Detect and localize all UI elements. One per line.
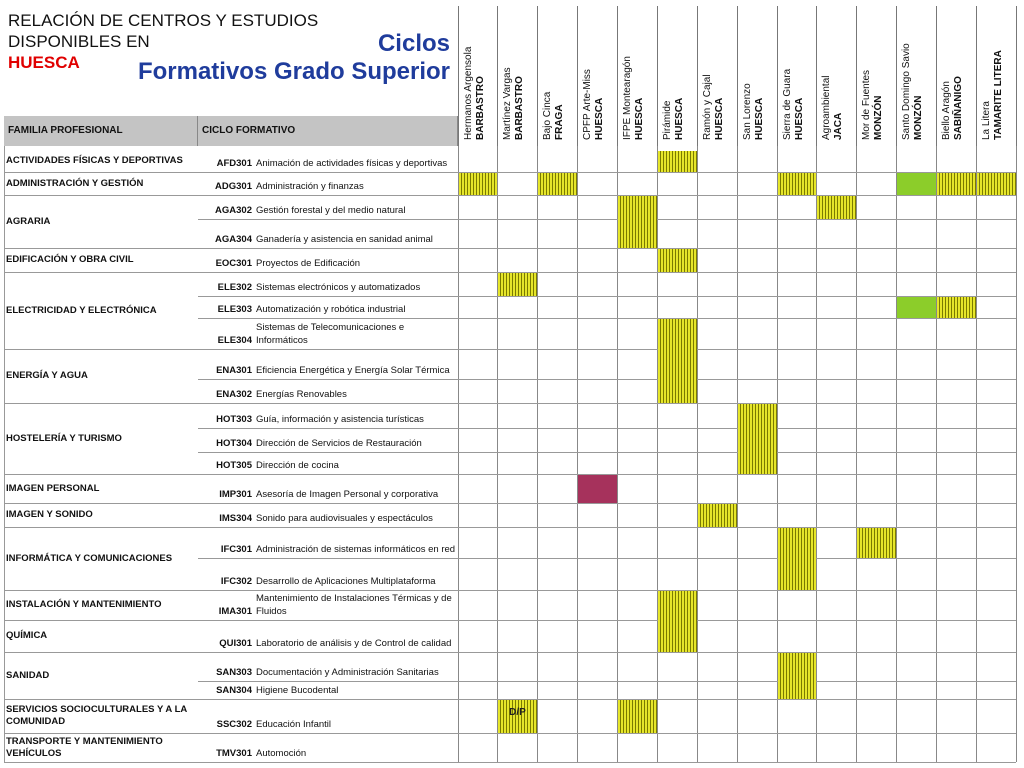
subtitle-line-1: Ciclos xyxy=(377,30,450,57)
family-label: ADMINISTRACIÓN Y GESTIÓN xyxy=(6,177,144,189)
family-label: TRANSPORTE Y MANTENIMIENTO VEHÍCULOS xyxy=(6,735,163,759)
cycle-code: SSC302 xyxy=(216,719,252,730)
table-left-border xyxy=(4,146,5,762)
center-offers-cycle-cell xyxy=(738,404,777,474)
center-header-0 xyxy=(458,6,498,146)
cycle-name: Guía, información y asistencia turísticas xyxy=(256,414,424,425)
center-label xyxy=(981,50,1005,140)
family-label: IMAGEN Y SONIDO xyxy=(6,509,93,520)
center-city: HUESCA xyxy=(634,97,645,140)
center-city: MONZÓN xyxy=(873,95,884,140)
grid-vline xyxy=(497,146,498,762)
cycle-code: EOC301 xyxy=(215,258,252,269)
center-city: HUESCA xyxy=(754,97,765,140)
dp-label: D/P xyxy=(509,707,526,718)
cycle-code: TMV301 xyxy=(216,748,252,759)
center-name: San Lorenzo xyxy=(742,83,753,140)
center-label xyxy=(662,98,686,140)
center-city: TAMARITE LITERA xyxy=(993,50,1004,140)
center-offers-cycle-cell xyxy=(897,297,936,318)
center-name: Ramón y Cajal xyxy=(702,74,713,140)
cycle-code: HOT305 xyxy=(216,460,252,471)
center-offers-cycle-cell xyxy=(658,249,697,272)
cycle-name: Desarrollo de Aplicaciones Multiplataforma xyxy=(256,576,436,587)
family-label: IMAGEN PERSONAL xyxy=(6,482,100,494)
family-label: HOSTELERÍA Y TURISMO xyxy=(6,432,122,444)
cycle-code: HOT304 xyxy=(216,438,252,449)
center-label xyxy=(582,69,606,140)
center-header-4 xyxy=(617,6,658,146)
cycle-name: Asesoría de Imagen Personal y corporativa xyxy=(256,489,439,500)
center-offers-cycle-cell xyxy=(698,504,737,527)
grid-vline xyxy=(856,146,857,762)
grid-vline xyxy=(458,146,459,762)
cycle-name: Higiene Bucodental xyxy=(256,685,339,696)
cycle-name: Sistemas electrónicos y automatizados xyxy=(256,282,421,293)
grid-vline xyxy=(577,146,578,762)
center-offers-cycle-cell xyxy=(897,173,936,195)
grid-vline xyxy=(537,146,538,762)
cycle-code: IFC301 xyxy=(220,544,252,555)
cycle-name: Dirección de cocina xyxy=(256,460,339,471)
cycle-name: Dirección de Servicios de Restauración xyxy=(256,438,422,449)
center-label xyxy=(702,74,726,140)
center-name: Agroambiental xyxy=(821,75,832,140)
cycle-name: Animación de actividades físicas y deportivas xyxy=(256,158,448,169)
family-label: INFORMÁTICA Y COMUNICACIONES xyxy=(6,552,173,564)
center-offers-cycle-cell xyxy=(578,475,617,503)
grid-vline xyxy=(816,146,817,762)
center-name: Pirámide xyxy=(662,100,673,140)
center-city: HUESCA xyxy=(714,97,725,140)
center-label xyxy=(463,47,487,140)
cycle-name: Educación Infantil xyxy=(256,719,331,730)
cycle-name: Sonido para audiovisuales y espectáculos xyxy=(256,513,433,524)
center-header-10 xyxy=(856,6,897,146)
center-city: FRAGA xyxy=(554,104,565,140)
family-label: SANIDAD xyxy=(6,669,50,681)
cycle-code: ADG301 xyxy=(215,181,252,192)
center-offers-cycle-cell xyxy=(498,700,537,733)
center-offers-cycle-cell xyxy=(618,196,657,248)
family-label: INSTALACIÓN Y MANTENIMIENTO xyxy=(6,599,162,610)
grid-vline xyxy=(697,146,698,762)
cycle-name: Proyectos de Edificación xyxy=(256,258,361,269)
center-offers-cycle-cell xyxy=(817,196,856,219)
family-label: AGRARIA xyxy=(6,215,51,227)
cycle-name: Gestión forestal y del medio natural xyxy=(256,205,406,216)
center-header-3 xyxy=(577,6,618,146)
center-city: HUESCA xyxy=(674,97,685,140)
center-header-7 xyxy=(737,6,778,146)
cycle-name: Ganadería y asistencia en sanidad animal xyxy=(256,234,433,245)
family-label: QUÍMICA xyxy=(6,630,48,641)
center-offers-cycle-cell xyxy=(977,173,1016,195)
cycle-name: Documentación y Administración Sanitarias xyxy=(256,667,439,678)
province-label: HUESCA xyxy=(8,53,80,72)
center-offers-cycle-cell xyxy=(937,297,976,318)
center-offers-cycle-cell xyxy=(658,591,697,652)
center-offers-cycle-cell xyxy=(937,173,976,195)
center-name: Martínez Vargas xyxy=(502,67,513,140)
cycle-code: HOT303 xyxy=(216,414,252,425)
document-subtitle xyxy=(138,30,450,86)
center-label xyxy=(782,69,806,140)
center-label xyxy=(542,92,566,140)
center-offers-cycle-cell xyxy=(778,173,816,195)
center-label xyxy=(821,76,845,140)
center-name: La Litera xyxy=(981,101,992,140)
subtitle-line-2: Formativos Grado Superior xyxy=(137,58,450,85)
cycle-name: Automoción xyxy=(256,748,307,759)
center-name: Hermanos Argensola xyxy=(463,46,474,140)
center-city: MONZÓN xyxy=(913,95,924,140)
cycle-code: SAN303 xyxy=(216,667,252,678)
center-header-1 xyxy=(497,6,538,146)
center-city: SABIÑANIGO xyxy=(953,76,964,140)
cycle-code: IMA301 xyxy=(218,606,252,617)
center-offers-cycle-cell xyxy=(778,653,816,699)
cycle-code: QUI301 xyxy=(219,638,252,649)
cycle-code: ELE302 xyxy=(217,282,252,293)
family-label: SERVICIOS SOCIOCULTURALES Y A LA COMUNIDAD xyxy=(6,704,187,727)
cycle-name: Energías Renovables xyxy=(256,389,347,400)
family-label: EDIFICACIÓN Y OBRA CIVIL xyxy=(6,254,134,265)
family-label: ACTIVIDADES FÍSICAS Y DEPORTIVAS xyxy=(6,155,183,166)
center-name: CPFP Arte-Miss xyxy=(582,69,593,140)
header-familia: FAMILIA PROFESIONAL xyxy=(4,116,198,146)
center-header-13 xyxy=(976,6,1017,146)
cycle-code: ENA302 xyxy=(216,389,252,400)
cycle-code: AGA302 xyxy=(215,205,252,216)
center-name: Sierra de Guara xyxy=(782,68,793,140)
center-label xyxy=(901,43,925,140)
center-header-12 xyxy=(936,6,977,146)
center-city: BARBASTRO xyxy=(475,76,486,140)
center-name: Biello Aragón xyxy=(941,81,952,140)
center-city: HUESCA xyxy=(794,97,805,140)
center-label xyxy=(742,83,766,140)
cycle-name: Administración de sistemas informáticos en red xyxy=(256,544,456,555)
center-offers-cycle-cell xyxy=(538,173,577,195)
center-offers-cycle-cell xyxy=(778,528,816,590)
center-offers-cycle-cell xyxy=(658,151,697,172)
family-separator xyxy=(4,762,198,763)
cycle-code: IMS304 xyxy=(219,513,252,524)
center-offers-cycle-cell xyxy=(857,528,896,558)
cycle-code: AFD301 xyxy=(216,158,252,169)
cycle-code: AGA304 xyxy=(215,234,252,245)
center-label xyxy=(502,67,526,140)
cycle-code: ELE304 xyxy=(217,335,252,346)
center-offers-cycle-cell xyxy=(618,700,657,733)
cycle-code: ENA301 xyxy=(216,365,252,376)
cycle-code: SAN304 xyxy=(216,685,252,696)
cycle-name: Administración y finanzas xyxy=(256,181,364,192)
family-label: ELECTRICIDAD Y ELECTRÓNICA xyxy=(6,304,157,316)
center-offers-cycle-cell xyxy=(498,273,537,296)
center-label xyxy=(941,76,965,140)
grid-hline xyxy=(198,762,1016,763)
title-line-1: RELACIÓN DE CENTROS Y ESTUDIOS xyxy=(8,11,319,30)
cycle-name: Sistemas de Telecomunicaciones e Informáticos xyxy=(256,322,405,346)
grid-vline xyxy=(657,146,658,762)
center-header-9 xyxy=(816,6,857,146)
center-name: IFPE Montearagón xyxy=(622,56,633,140)
center-header-5 xyxy=(657,6,698,146)
center-name: Santo Domingo Savio xyxy=(901,43,912,140)
center-city: BARBASTRO xyxy=(514,76,525,140)
grid-vline xyxy=(1016,146,1017,762)
grid-vline xyxy=(976,146,977,762)
grid-vline xyxy=(936,146,937,762)
center-label xyxy=(622,56,646,140)
cycle-name: Mantenimiento de Instalaciones Térmicas y de Fluidos xyxy=(256,593,452,617)
title-line-2: DISPONIBLES EN xyxy=(8,32,150,51)
center-label xyxy=(861,70,885,140)
center-header-6 xyxy=(697,6,738,146)
cycle-code: IMP301 xyxy=(219,489,252,500)
center-name: Mor de Fuentes xyxy=(861,69,872,140)
grid-vline xyxy=(896,146,897,762)
cycle-name: Automatización y robótica industrial xyxy=(256,304,406,315)
center-city: JACA xyxy=(833,112,844,140)
cycle-name: Eficiencia Energética y Energía Solar Térmica xyxy=(256,365,450,376)
center-header-11 xyxy=(896,6,937,146)
center-header-2 xyxy=(537,6,578,146)
family-label: ENERGÍA Y AGUA xyxy=(6,370,88,381)
center-header-8 xyxy=(777,6,817,146)
center-offers-cycle-cell xyxy=(459,173,497,195)
header-ciclo: CICLO FORMATIVO xyxy=(198,116,458,146)
cycle-code: ELE303 xyxy=(217,304,252,315)
center-city: HUESCA xyxy=(594,97,605,140)
center-name: Bajo Cinca xyxy=(542,91,553,140)
center-offers-cycle-cell xyxy=(658,319,697,403)
cycle-name: Laboratorio de análisis y de Control de calidad xyxy=(256,638,452,649)
cycle-code: IFC302 xyxy=(220,576,252,587)
